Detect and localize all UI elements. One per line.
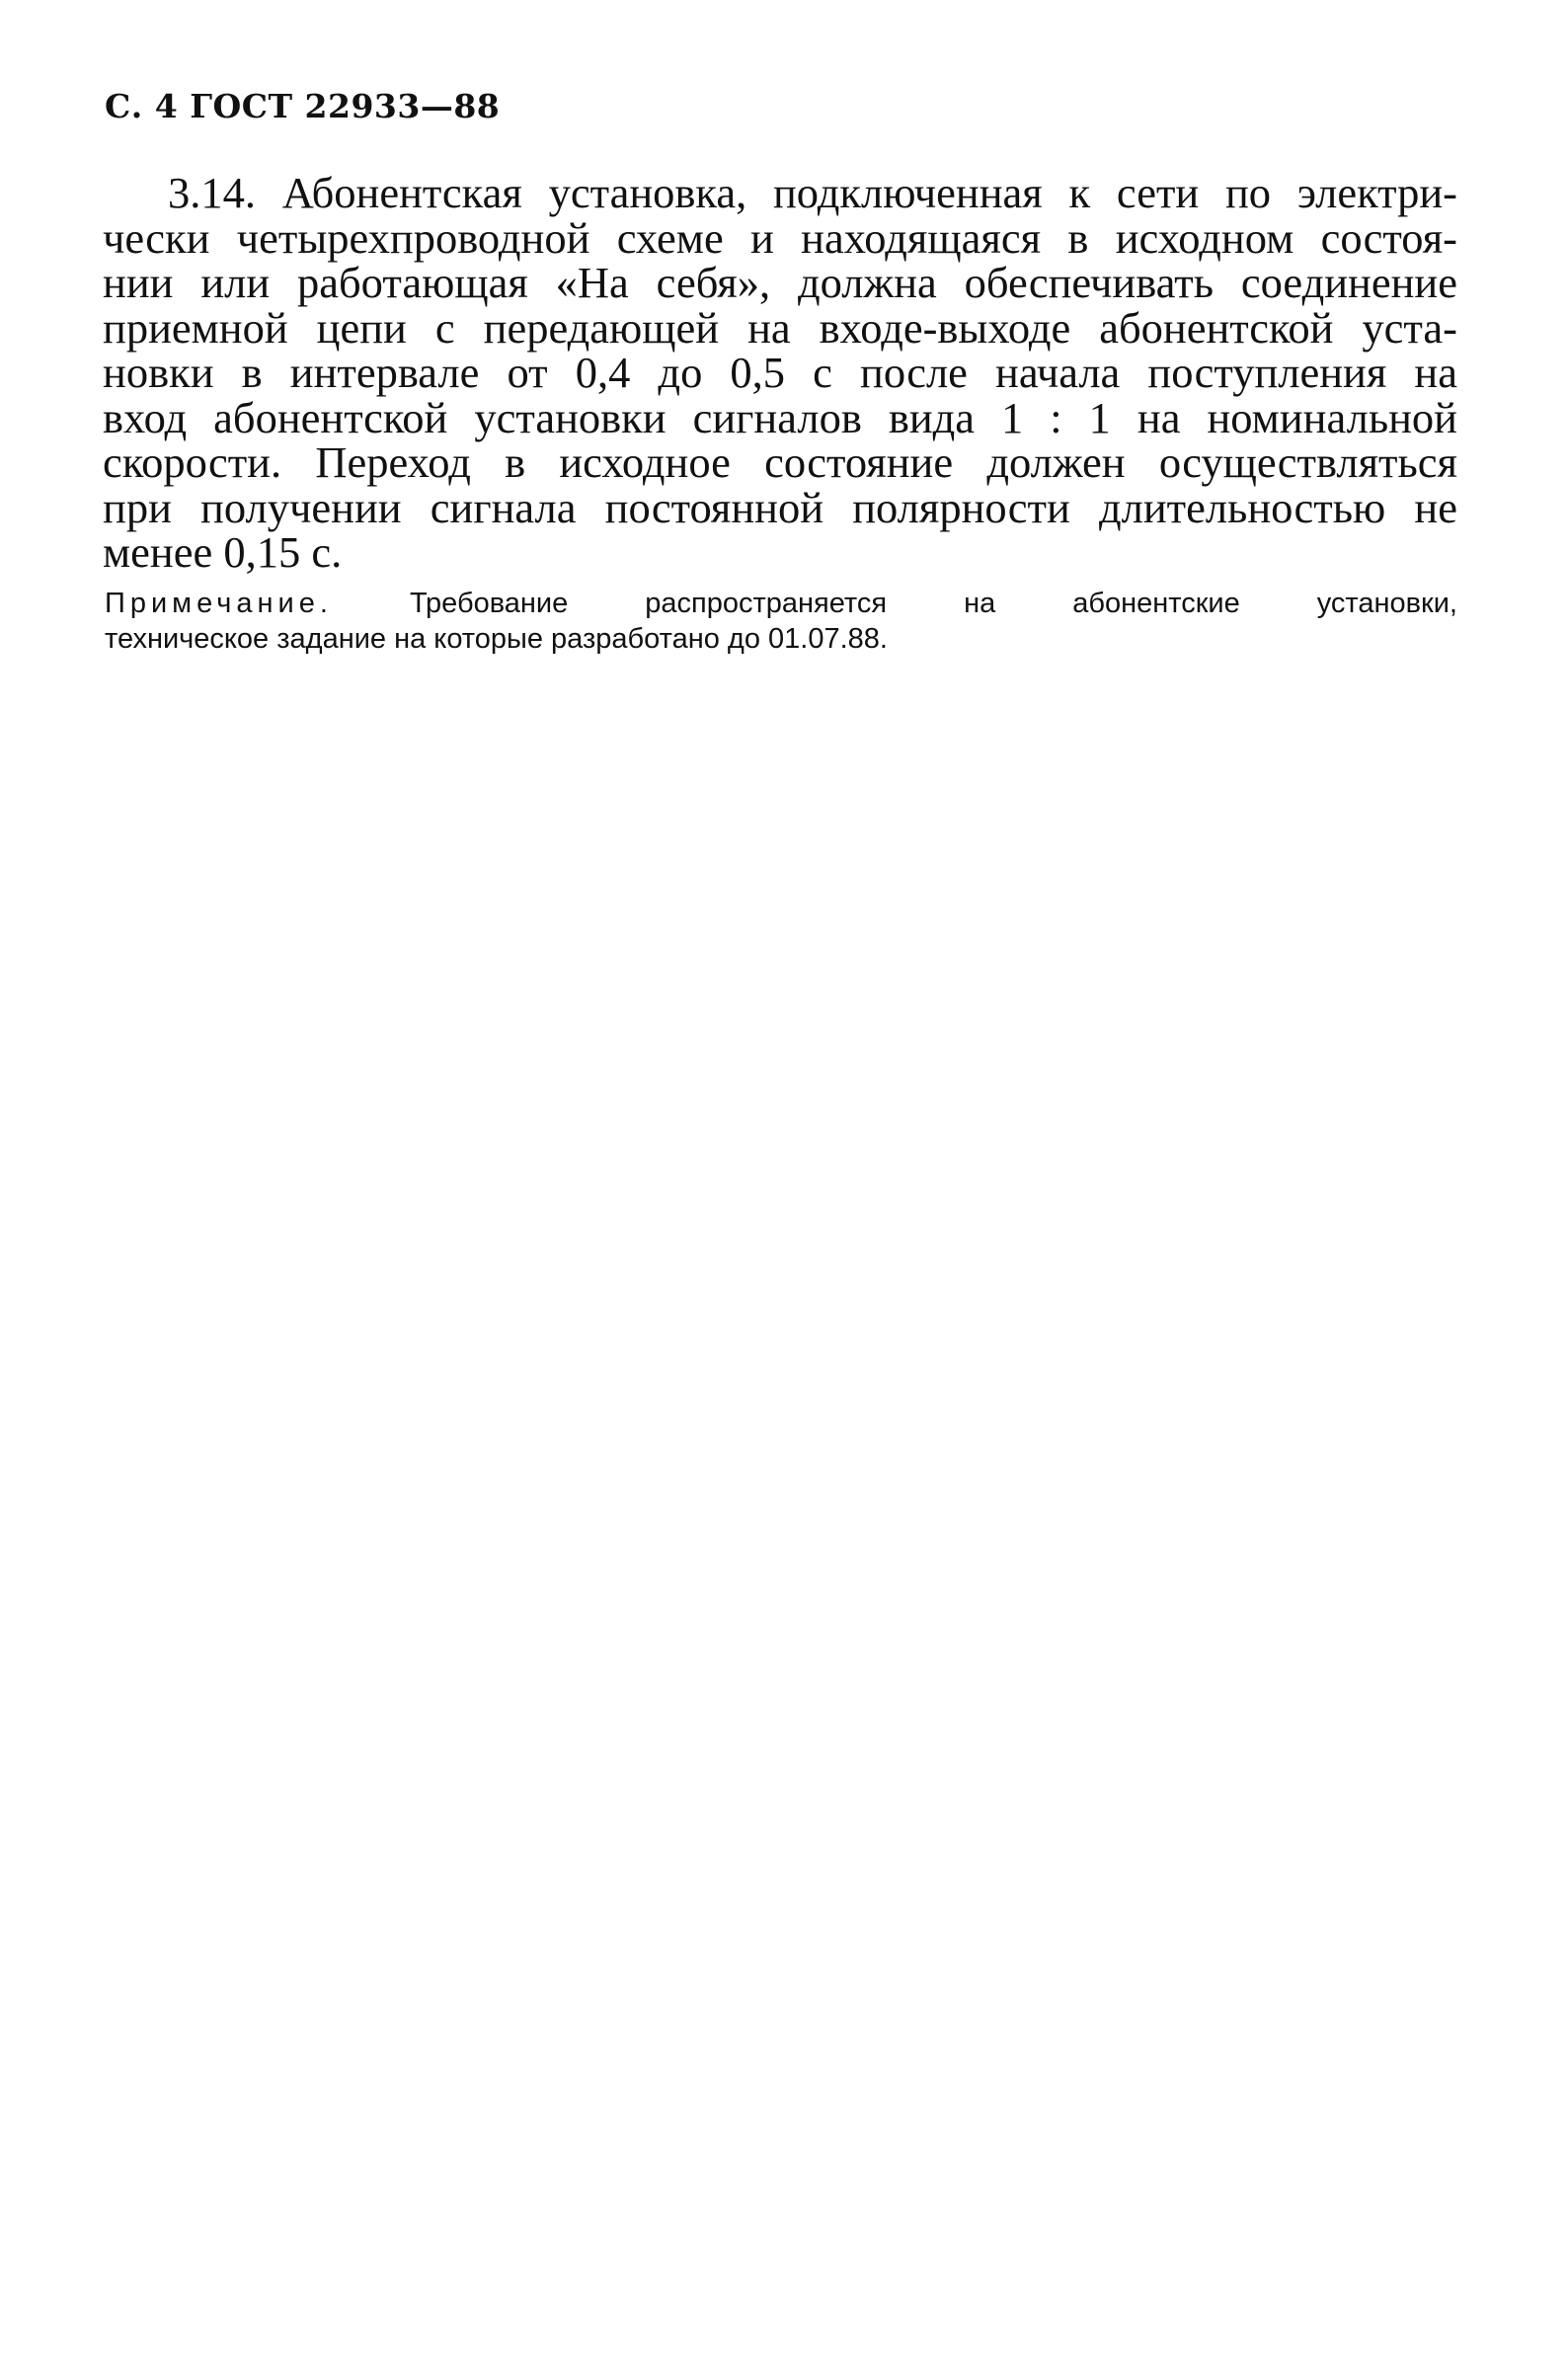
paragraph-line: менее 0,15 с. [103, 527, 343, 577]
paragraph-line: скорости. Переход в исходное состояние должен осуществляться [103, 437, 1457, 487]
paragraph-line: 3.14. Абонентская установка, подключенная к сети по электри- [168, 168, 1457, 217]
paragraph-line: при получении сигнала постоянной полярности длительностью не [103, 482, 1457, 532]
page-header: С. 4 ГОСТ 22933—88 [105, 87, 501, 125]
note-line [105, 586, 1457, 621]
note-block [105, 586, 1457, 657]
note-line: техническое задание на которые разработано до 01.07.88. [105, 623, 888, 655]
paragraph-line: чески четырехпроводной схеме и находящаяся в исходном состоя- [103, 212, 1457, 263]
paragraph-line: приемной цепи с передающей на входе-выходе абонентской уста- [103, 302, 1457, 353]
note-text: Требование распространяется на абонентские установки, [409, 588, 1457, 619]
paragraph-line: вход абонентской установки сигналов вида 1 : 1 на номинальной [103, 392, 1457, 442]
paragraph-line: нии или работающая «На себя», должна обеспечивать соединение [103, 258, 1457, 307]
paragraph-line: новки в интервале от 0,4 до 0,5 с после начала поступления на [103, 348, 1457, 397]
note-label: Примечание. [105, 588, 333, 619]
section-3-14-paragraph [103, 168, 1457, 577]
